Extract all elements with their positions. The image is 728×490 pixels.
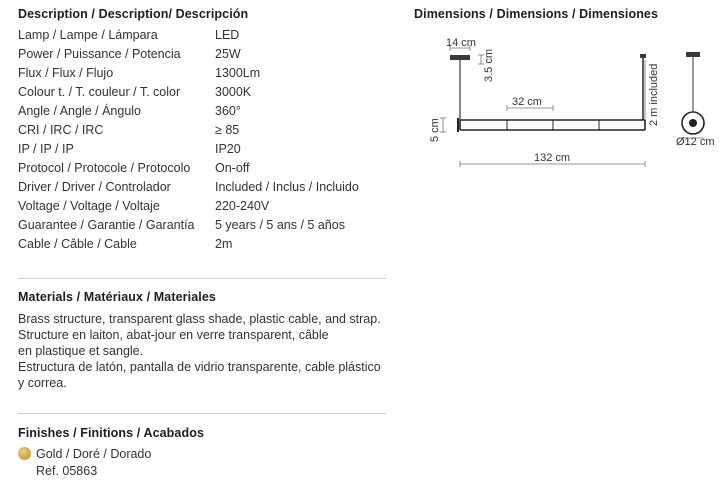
- canopy: [450, 55, 470, 60]
- materials-line-2: Structure en laiton, abat-jour en verre transparent, câble: [18, 328, 329, 342]
- spec-row: [18, 104, 378, 123]
- total-length-label: 132 cm: [534, 152, 571, 164]
- spec-row: [18, 161, 378, 180]
- spec-row: [18, 66, 378, 85]
- segment-label: 32 cm: [512, 96, 542, 108]
- spec-row: [18, 142, 378, 161]
- finish-name: Gold / Doré / Dorado: [36, 447, 152, 461]
- spec-value: 25W: [215, 47, 241, 61]
- materials-line-1: Brass structure, transparent glass shade, plastic cable, and strap.: [18, 312, 381, 326]
- spec-row: [18, 123, 378, 142]
- spec-row: [18, 199, 378, 218]
- diameter-label: Ø12 cm: [676, 136, 715, 148]
- spec-value: 2m: [215, 237, 233, 251]
- tube-height-label: 5 cm: [429, 118, 441, 142]
- spec-label: Flux / Flux / Flujo: [18, 66, 114, 80]
- spec-row: [18, 85, 378, 104]
- finishes-title: Finishes / Finitions / Acabados: [18, 426, 204, 440]
- finish-reference: Ref. 05863: [36, 464, 98, 478]
- spec-value: 3000K: [215, 85, 252, 99]
- materials-title: Materials / Matériaux / Materiales: [18, 290, 216, 304]
- spec-label: IP / IP / IP: [18, 142, 74, 156]
- materials-line-4: Estructura de latón, pantalla de vidrio transparente, cable plástico: [18, 360, 381, 374]
- spec-label: CRI / IRC / IRC: [18, 123, 104, 137]
- spec-label: Protocol / Protocole / Protocolo: [18, 161, 191, 175]
- side-canopy: [686, 52, 700, 57]
- divider-2: [18, 413, 386, 414]
- spec-row: [18, 180, 378, 199]
- dimensions-drawing: [400, 28, 728, 198]
- spec-value: 220-240V: [215, 199, 270, 213]
- spec-row: [18, 237, 378, 256]
- spec-label: Cable / Câble / Cable: [18, 237, 137, 251]
- spec-value: ≥ 85: [215, 123, 240, 137]
- spec-label: Power / Puissance / Potencia: [18, 47, 181, 61]
- spec-value: IP20: [215, 142, 241, 156]
- spec-label: Voltage / Voltage / Voltaje: [18, 199, 160, 213]
- description-title: Description / Description/ Descripción: [18, 7, 249, 21]
- side-profile-inner: [689, 119, 697, 127]
- right-cable-clip: [640, 54, 646, 58]
- dimensions-title: Dimensions / Dimensions / Dimensiones: [414, 7, 659, 21]
- spec-row: [18, 47, 378, 66]
- spec-row: [18, 218, 378, 237]
- spec-value: 360°: [215, 104, 241, 118]
- spec-label: Driver / Driver / Controlador: [18, 180, 171, 194]
- spec-row: [18, 28, 378, 47]
- spec-label: Guarantee / Garantie / Garantía: [18, 218, 195, 232]
- materials-line-3: en plastique et sangle.: [18, 344, 144, 358]
- spec-value: 1300Lm: [215, 66, 261, 80]
- materials-line-5: y correa.: [18, 376, 67, 390]
- spec-value: LED: [215, 28, 240, 42]
- divider-1: [18, 278, 386, 279]
- canopy-width-label: 14 cm: [446, 37, 476, 49]
- spec-label: Angle / Angle / Ángulo: [18, 104, 142, 118]
- spec-label: Colour t. / T. couleur / T. color: [18, 85, 181, 99]
- spec-label: Lamp / Lampe / Lámpara: [18, 28, 158, 42]
- spec-value: Included / Inclus / Incluido: [215, 180, 359, 194]
- canopy-height-label: 3.5 cm: [483, 48, 495, 82]
- spec-value: 5 years / 5 ans / 5 años: [215, 218, 345, 232]
- spec-value: On-off: [215, 161, 250, 175]
- gold-finish-swatch: [18, 447, 31, 460]
- cable-length-label: 2 m included: [648, 63, 660, 126]
